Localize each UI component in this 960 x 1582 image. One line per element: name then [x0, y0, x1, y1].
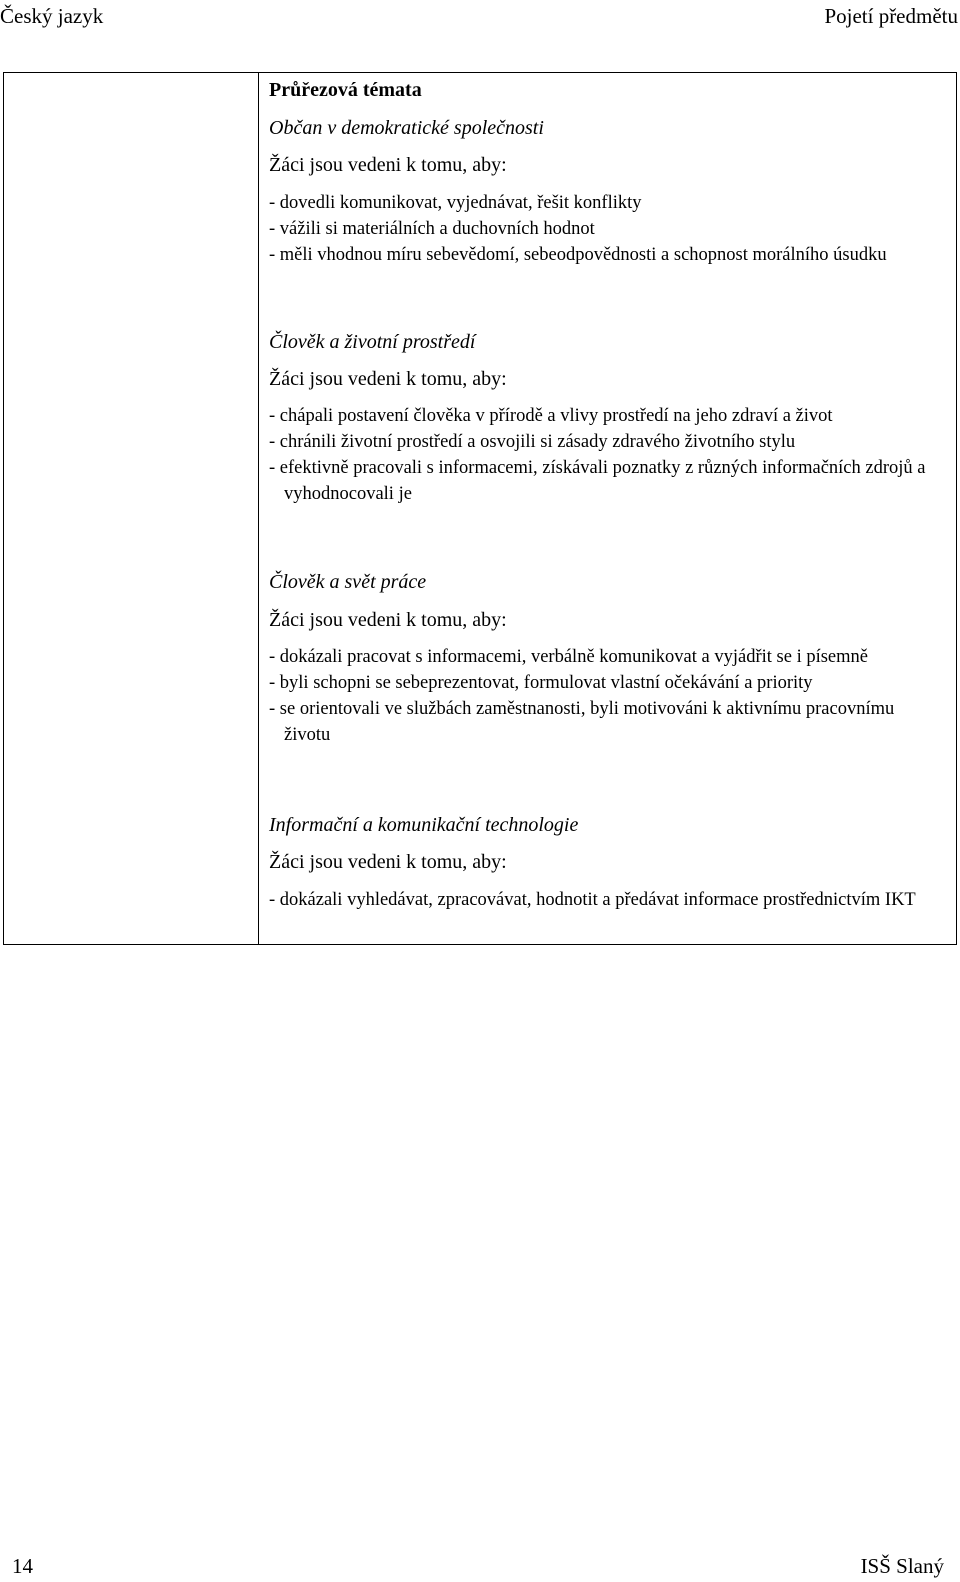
topic-title-citizen: Občan v demokratické společnosti	[269, 117, 544, 139]
column-divider	[258, 73, 259, 944]
list-item: - chápali postavení člověka v přírodě a vlivy prostředí na jeho zdraví a život	[269, 406, 833, 426]
list-item: - chránili životní prostředí a osvojili si zásady zdravého životního stylu	[269, 432, 796, 452]
content-table	[3, 72, 957, 945]
list-item: - vážili si materiálních a duchovních hodnot	[269, 219, 595, 239]
topic-items-work	[269, 644, 939, 748]
list-item: - měli vhodnou míru sebevědomí, sebeodpovědnosti a schopnost morálního úsudku	[269, 245, 887, 265]
topic-intro-ict: Žáci jsou vedeni k tomu, aby:	[269, 851, 507, 873]
page-number: 14	[12, 1554, 33, 1578]
footer-school: ISŠ Slaný	[860, 1554, 944, 1578]
header-subject: Český jazyk	[0, 4, 104, 28]
topic-intro-citizen: Žáci jsou vedeni k tomu, aby:	[269, 154, 507, 176]
topic-title-environment: Člověk a životní prostředí	[269, 331, 476, 353]
list-item: - dovedli komunikovat, vyjednávat, řešit konflikty	[269, 193, 642, 213]
topic-items-citizen	[269, 190, 939, 268]
list-item: - se orientovali ve službách zaměstnanosti, byli motivováni k aktivnímu pracovnímu životu	[269, 699, 895, 745]
topic-intro-environment: Žáci jsou vedeni k tomu, aby:	[269, 368, 507, 390]
list-item: - dokázali vyhledávat, zpracovávat, hodnotit a předávat informace prostřednictvím IKT	[269, 890, 916, 910]
topic-intro-work: Žáci jsou vedeni k tomu, aby:	[269, 609, 507, 631]
list-item: - efektivně pracovali s informacemi, získávali poznatky z různých informačních zdrojů a vyhodnocovali je	[269, 458, 926, 504]
topic-items-environment	[269, 403, 939, 507]
list-item: - byli schopni se sebeprezentovat, formulovat vlastní očekávání a priority	[269, 673, 813, 693]
section-heading: Průřezová témata	[269, 79, 422, 101]
list-item: - dokázali pracovat s informacemi, verbálně komunikovat a vyjádřit se i písemně	[269, 647, 868, 667]
topic-title-ict: Informační a komunikační technologie	[269, 814, 579, 836]
topic-items-ict	[269, 887, 939, 913]
header-section: Pojetí předmětu	[824, 4, 958, 28]
topic-title-work: Člověk a svět práce	[269, 571, 427, 593]
